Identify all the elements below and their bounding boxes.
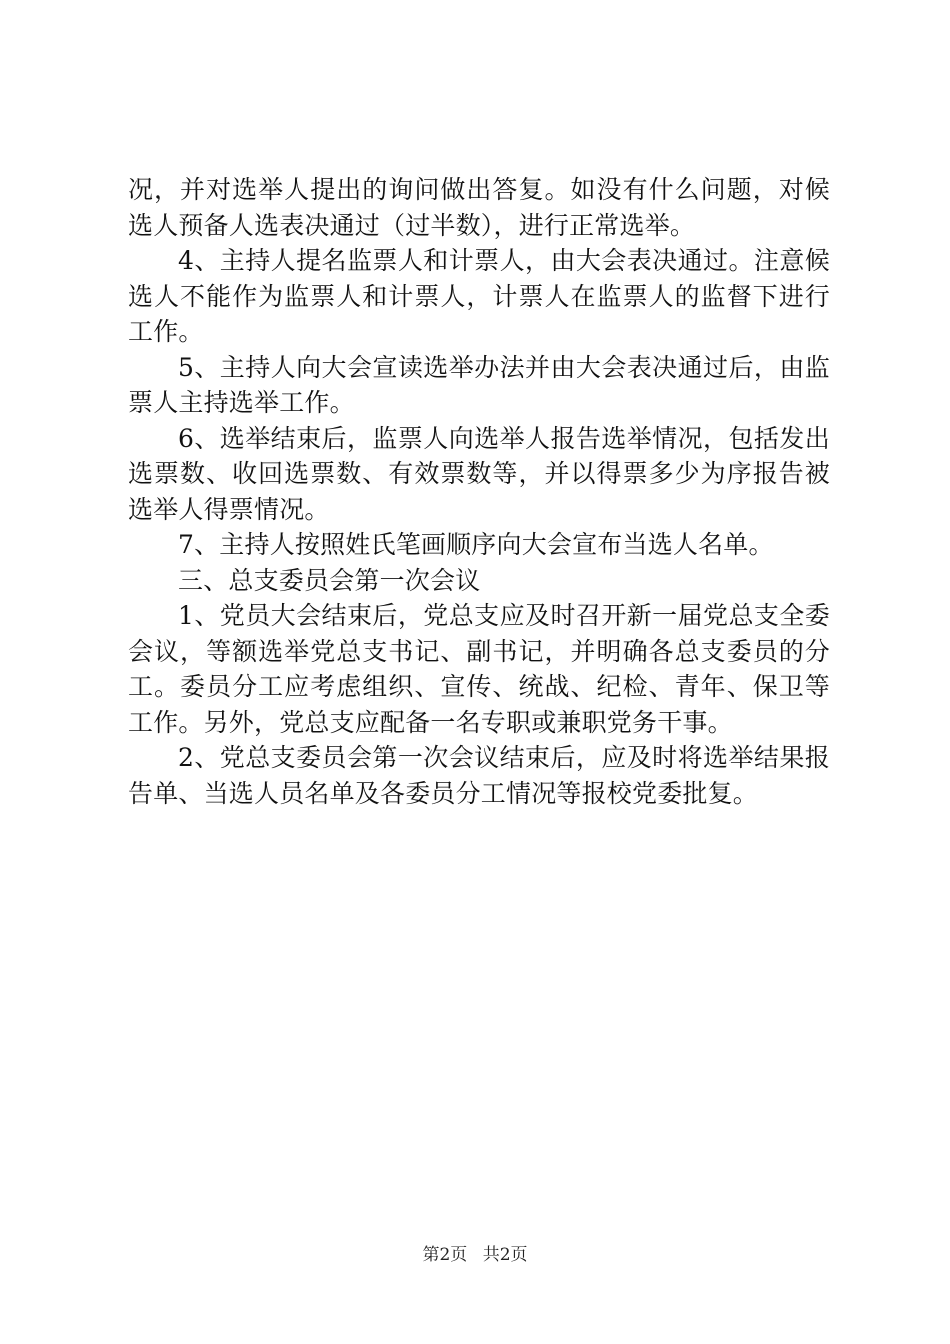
paragraph-item-5: 5、主持人向大会宣读选举办法并由大会表决通过后，由监票人主持选举工作。 [128, 352, 830, 417]
paragraph-item-6: 6、选举结束后，监票人向选举人报告选举情况，包括发出选票数、收回选票数、有效票数等，并以得票多少为序报告被选举人得票情况。 [128, 423, 830, 524]
paragraph-item-4: 4、主持人提名监票人和计票人，由大会表决通过。注意候选人不能作为监票人和计票人，计票人在监票人的监督下进行工作。 [128, 246, 830, 346]
paragraph-item-7: 7、主持人按照姓氏笔画顺序向大会宣布当选人名单。 [178, 530, 774, 559]
paragraph-continuation: 况，并对选举人提出的询问做出答复。如没有什么问题，对候选人预备人选表决通过（过半数），进行正常选举。 [128, 175, 830, 240]
paragraph-section3-item-1: 1、党员大会结束后，党总支应及时召开新一届党总支全委会议，等额选举党总支书记、副书记，并明确各总支委员的分工。委员分工应考虑组织、宣传、统战、纪检、青年、保卫等工作。另外，党总支应配备一名专职或兼职党务干事。 [128, 601, 830, 737]
section-heading-3: 三、总支委员会第一次会议 [178, 565, 481, 595]
page-total: 共2页 [482, 1245, 528, 1265]
page-number: 第2页 [422, 1245, 468, 1265]
document-body [128, 172, 830, 811]
page-footer [0, 1245, 950, 1265]
paragraph-section3-item-2: 2、党总支委员会第一次会议结束后，应及时将选举结果报告单、当选人员名单及各委员分工情况等报校党委批复。 [128, 743, 830, 808]
